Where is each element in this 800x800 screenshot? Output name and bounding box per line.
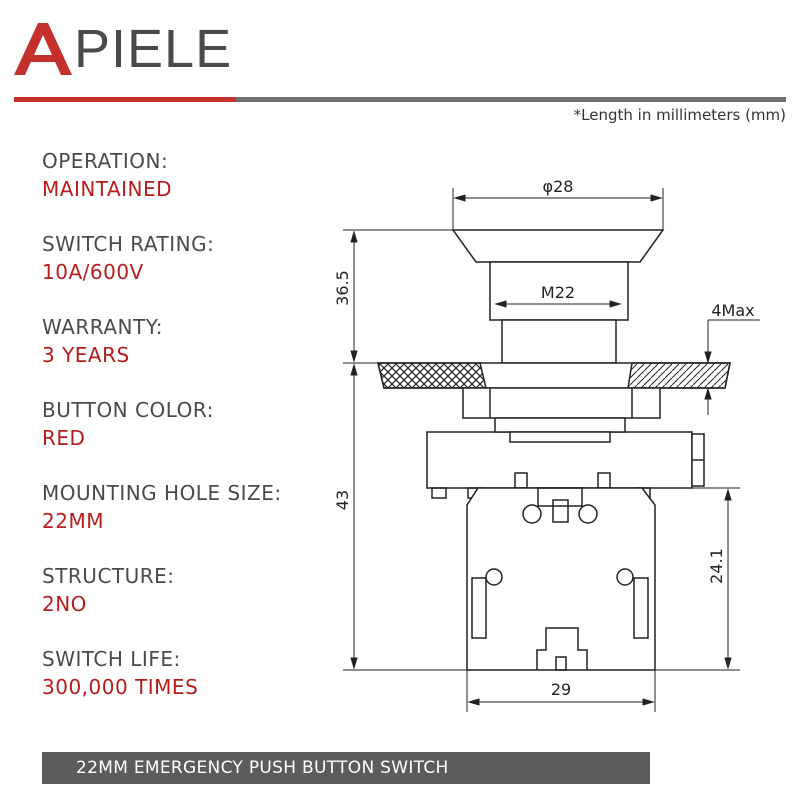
spec-value: MAINTAINED (42, 177, 173, 201)
dim-head-diameter: φ28 (542, 177, 574, 196)
spec-value: 10A/600V (42, 260, 144, 284)
unit-note: *Length in millimeters (mm) (573, 106, 786, 124)
spec-value: 22MM (42, 509, 104, 533)
spec-value: 2NO (42, 592, 87, 616)
brand-name: PIELE (74, 19, 233, 79)
spec-label: BUTTON COLOR: (42, 398, 214, 422)
spec-value: 3 YEARS (42, 343, 130, 367)
spec-label: OPERATION: (42, 149, 169, 173)
spec-label: WARRANTY: (42, 315, 164, 339)
dim-body-width: 29 (550, 680, 572, 699)
spec-label: SWITCH RATING: (42, 232, 215, 256)
spec-value: 300,000 TIMES (42, 675, 199, 699)
spec-value: RED (42, 426, 86, 450)
spec-label: MOUNTING HOLE SIZE: (42, 481, 282, 505)
dim-head-height: 36.5 (333, 270, 352, 306)
dim-thread: M22 (540, 283, 576, 302)
dim-body-height: 43 (333, 489, 352, 511)
spec-label: STRUCTURE: (42, 564, 175, 588)
dim-contact-height: 24.1 (707, 548, 726, 584)
spec-label: SWITCH LIFE: (42, 647, 181, 671)
dim-panel-max: 4Max (711, 301, 755, 320)
product-title-bar: 22MM EMERGENCY PUSH BUTTON SWITCH (42, 752, 650, 784)
